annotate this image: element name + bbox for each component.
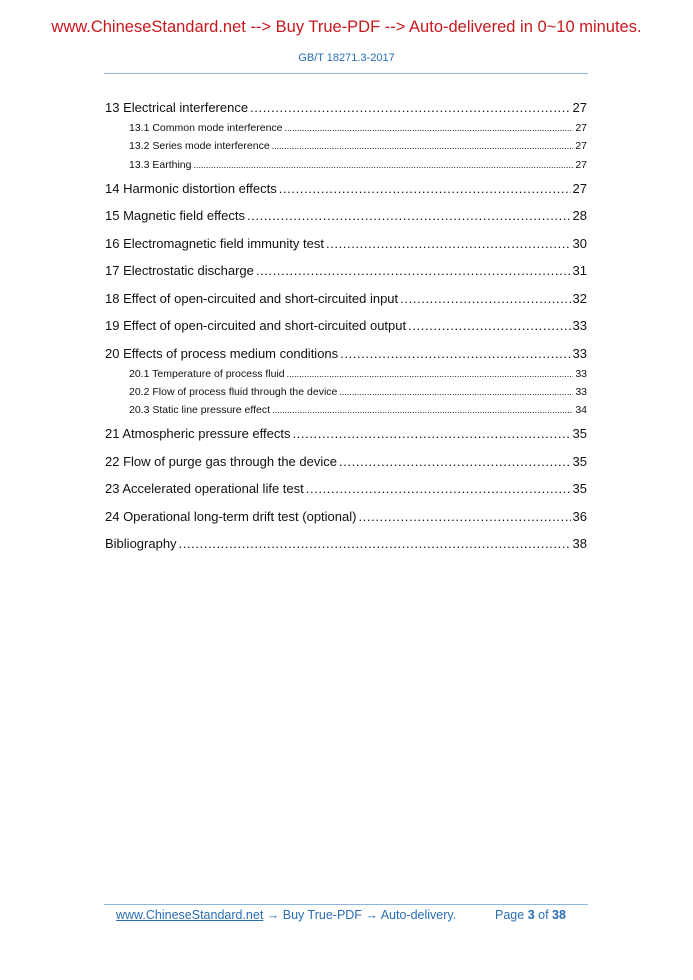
toc-entry-page: 27 bbox=[575, 122, 587, 134]
toc-entry[interactable] bbox=[105, 99, 587, 121]
toc-entry[interactable] bbox=[105, 262, 587, 290]
toc-entry-title: 13.2 Series mode interference bbox=[129, 140, 270, 153]
toc-entry[interactable] bbox=[105, 453, 587, 481]
toc-entry-title: 23 Accelerated operational life test bbox=[105, 481, 304, 497]
toc-entry-page: 27 bbox=[575, 140, 587, 153]
toc-entry-page: 27 bbox=[575, 158, 587, 171]
toc-leader-dots bbox=[339, 453, 571, 471]
toc-entry-page: 35 bbox=[572, 453, 587, 469]
toc-leader-dots bbox=[358, 508, 570, 526]
toc-entry-page: 33 bbox=[572, 345, 587, 361]
toc-entry-page: 34 bbox=[575, 404, 587, 417]
toc-leader-dots bbox=[279, 180, 571, 198]
toc-leader-dots bbox=[256, 262, 571, 280]
toc-entry-title: 20.2 Flow of process fluid through the device bbox=[129, 385, 338, 398]
footer-tail-text: → Buy True-PDF → Auto-delivery. bbox=[263, 908, 457, 922]
toc-entry-title: 16 Electromagnetic field immunity test bbox=[105, 235, 324, 251]
toc-leader-dots bbox=[272, 139, 574, 153]
toc-leader-dots bbox=[250, 99, 570, 117]
toc-entry-title: 15 Magnetic field effects bbox=[105, 208, 245, 224]
document-id: GB/T 18271.3-2017 bbox=[298, 52, 395, 64]
toc-entry[interactable] bbox=[105, 425, 587, 453]
toc-entry-title: 13 Electrical interference bbox=[105, 100, 249, 115]
page-footer bbox=[116, 908, 586, 922]
toc-entry-bibliography[interactable] bbox=[105, 535, 587, 563]
toc-entry-title: 13.3 Earthing bbox=[129, 158, 192, 171]
toc-leader-dots bbox=[287, 367, 574, 381]
toc-entry-title: 21 Atmospheric pressure effects bbox=[105, 426, 291, 442]
toc-entry-page: 33 bbox=[575, 385, 587, 398]
toc-subentry[interactable] bbox=[105, 139, 587, 157]
toc-entry-page: 28 bbox=[572, 208, 587, 224]
toc-entry-page: 30 bbox=[572, 235, 587, 251]
page-number bbox=[495, 908, 566, 922]
header-divider bbox=[104, 73, 588, 74]
toc-entry-page: 27 bbox=[572, 100, 587, 115]
toc-entry[interactable] bbox=[105, 345, 587, 367]
toc-entry-page: 27 bbox=[572, 180, 587, 196]
toc-entry-title: 18 Effect of open-circuited and short-circuited input bbox=[105, 290, 399, 306]
toc-entry-page: 32 bbox=[572, 290, 587, 306]
footer-link[interactable]: www.ChineseStandard.net bbox=[116, 908, 264, 922]
toc-entry-title: 20.1 Temperature of process fluid bbox=[129, 367, 285, 380]
page-word: Page bbox=[495, 908, 525, 922]
toc-leader-dots bbox=[326, 235, 571, 253]
toc-entry[interactable] bbox=[105, 317, 587, 345]
toc-entry-title: 20 Effects of process medium conditions bbox=[105, 345, 339, 361]
toc-entry-title: 14 Harmonic distortion effects bbox=[105, 180, 277, 196]
toc-entry-page: 31 bbox=[572, 263, 587, 279]
toc-leader-dots bbox=[340, 345, 570, 363]
table-of-contents bbox=[105, 99, 587, 563]
toc-entry-title: 17 Electrostatic discharge bbox=[105, 263, 254, 279]
toc-leader-dots bbox=[247, 207, 571, 225]
toc-leader-dots bbox=[400, 290, 570, 308]
toc-entry-title: 22 Flow of purge gas through the device bbox=[105, 453, 337, 469]
page-current: 3 bbox=[527, 908, 535, 922]
toc-leader-dots bbox=[339, 385, 573, 399]
toc-subentry[interactable] bbox=[105, 158, 587, 180]
toc-subentry[interactable] bbox=[105, 403, 587, 425]
page-of: of bbox=[538, 908, 549, 922]
toc-leader-dots bbox=[272, 403, 573, 417]
toc-entry-title: Bibliography bbox=[105, 536, 177, 552]
toc-entry[interactable] bbox=[105, 290, 587, 318]
toc-leader-dots bbox=[179, 535, 571, 553]
toc-leader-dots bbox=[285, 121, 574, 135]
page-total: 38 bbox=[552, 908, 566, 922]
toc-leader-dots bbox=[193, 158, 573, 172]
toc-entry-page: 33 bbox=[575, 367, 587, 380]
toc-leader-dots bbox=[408, 317, 570, 335]
toc-entry-page: 36 bbox=[572, 508, 587, 524]
top-banner[interactable]: www.ChineseStandard.net --> Buy True-PDF --> Auto-delivered in 0~10 minutes. bbox=[51, 18, 642, 36]
toc-entry[interactable] bbox=[105, 235, 587, 263]
toc-entry-title: 13.1 Common mode interference bbox=[129, 122, 283, 134]
toc-subentry[interactable] bbox=[105, 385, 587, 403]
toc-leader-dots bbox=[306, 480, 571, 498]
toc-entry[interactable] bbox=[105, 508, 587, 536]
toc-leader-dots bbox=[292, 425, 570, 443]
toc-entry-page: 35 bbox=[572, 426, 587, 442]
toc-entry-title: 24 Operational long-term drift test (optional) bbox=[105, 508, 357, 524]
toc-subentry[interactable] bbox=[105, 367, 587, 385]
toc-entry-title: 20.3 Static line pressure effect bbox=[129, 404, 271, 417]
toc-entry[interactable] bbox=[105, 480, 587, 508]
footer-divider bbox=[104, 904, 588, 905]
toc-entry[interactable] bbox=[105, 207, 587, 235]
toc-entry-page: 33 bbox=[572, 318, 587, 334]
toc-entry-page: 38 bbox=[572, 536, 587, 552]
toc-entry[interactable] bbox=[105, 180, 587, 208]
toc-entry-page: 35 bbox=[572, 481, 587, 497]
toc-entry-title: 19 Effect of open-circuited and short-circuited output bbox=[105, 318, 407, 334]
toc-subentry[interactable] bbox=[105, 121, 587, 139]
